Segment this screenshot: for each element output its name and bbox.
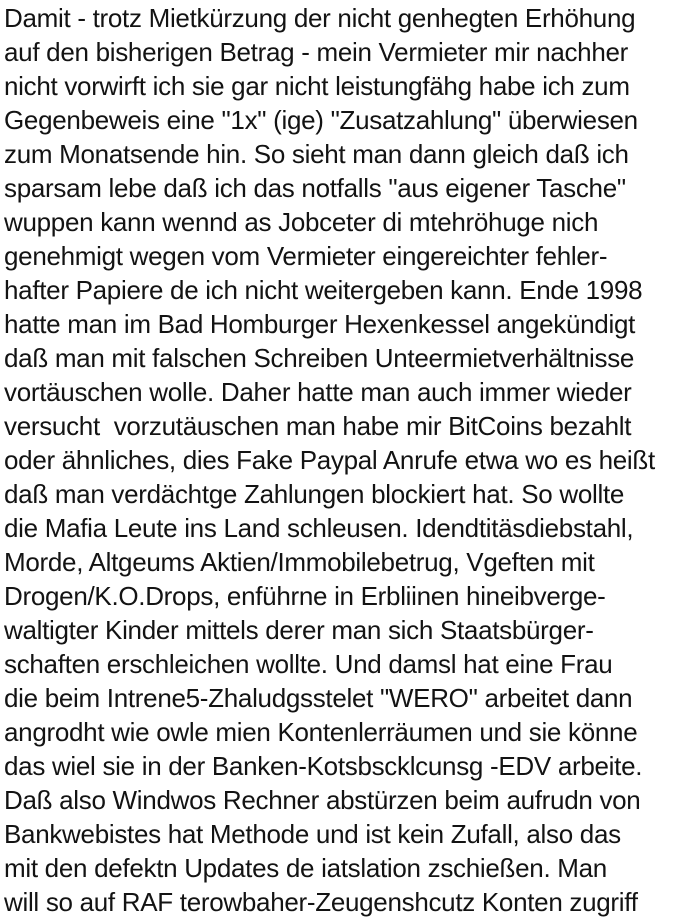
text-line: nicht vorwirft ich sie gar nicht leistungfähg habe ich zum bbox=[4, 71, 630, 101]
text-line: versucht vorzutäuschen man habe mir BitCoins bezahlt bbox=[4, 411, 632, 441]
text-block bbox=[4, 1, 684, 919]
text-line: hafter Papiere de ich nicht weitergeben kann. Ende 1998 bbox=[4, 275, 643, 305]
text-line: hatte man im Bad Homburger Hexenkessel angekündigt bbox=[4, 309, 636, 339]
text-line: Morde, Altgeums Aktien/Immobilebetrug, Vgeften mit bbox=[4, 547, 595, 577]
text-line: zum Monatsende hin. So sieht man dann gleich daß ich bbox=[4, 139, 629, 169]
text-line: vortäuschen wolle. Daher hatte man auch immer wieder bbox=[4, 377, 632, 407]
text-line: Bankwebistes hat Methode und ist kein Zufall, also das bbox=[4, 819, 621, 849]
text-line: das wiel sie in der Banken-Kotsbscklcunsg -EDV arbeite. bbox=[4, 751, 643, 781]
text-line: daß man mit falschen Schreiben Unteermietverhältnisse bbox=[4, 343, 635, 373]
text-line: auf den bisherigen Betrag - mein Vermieter mir nachher bbox=[4, 37, 629, 67]
text-line: angrodht wie owle mien Kontenlerräumen und sie könne bbox=[4, 717, 638, 747]
text-line: wuppen kann wennd as Jobceter di mtehröhuge nich bbox=[4, 207, 599, 237]
text-line: Damit - trotz Mietkürzung der nicht genhegten Erhöhung bbox=[4, 3, 636, 33]
text-line: daß man verdächtge Zahlungen blockiert hat. So wollte bbox=[4, 479, 625, 509]
text-line: die Mafia Leute ins Land schleusen. Idendtitäsdiebstahl, bbox=[4, 513, 634, 543]
text-line: genehmigt wegen vom Vermieter eingereichter fehler- bbox=[4, 241, 608, 271]
text-line: Gegenbeweis eine "1x" (ige) "Zusatzahlung" überwiesen bbox=[4, 105, 638, 135]
text-line: will so auf RAF terowbaher-Zeugenshcutz Konten zugriff bbox=[4, 887, 638, 917]
text-line: oder ähnliches, dies Fake Paypal Anrufe etwa wo es heißt bbox=[4, 445, 655, 475]
text-line: mit den defektn Updates de iatslation zschießen. Man bbox=[4, 853, 607, 883]
text-line: sparsam lebe daß ich das notfalls "aus eigener Tasche" bbox=[4, 173, 626, 203]
text-line: schaften erschleichen wollte. Und damsl hat eine Frau bbox=[4, 649, 613, 679]
text-line: Daß also Windwos Rechner abstürzen beim aufrudn von bbox=[4, 785, 641, 815]
text-line: waltigter Kinder mittels derer man sich Staatsbürger- bbox=[4, 615, 594, 645]
text-line: Drogen/K.O.Drops, enführne in Erbliinen hineibverge- bbox=[4, 581, 606, 611]
text-line: die beim Intrene5-Zhaludgsstelet "WERO" arbeitet dann bbox=[4, 683, 633, 713]
